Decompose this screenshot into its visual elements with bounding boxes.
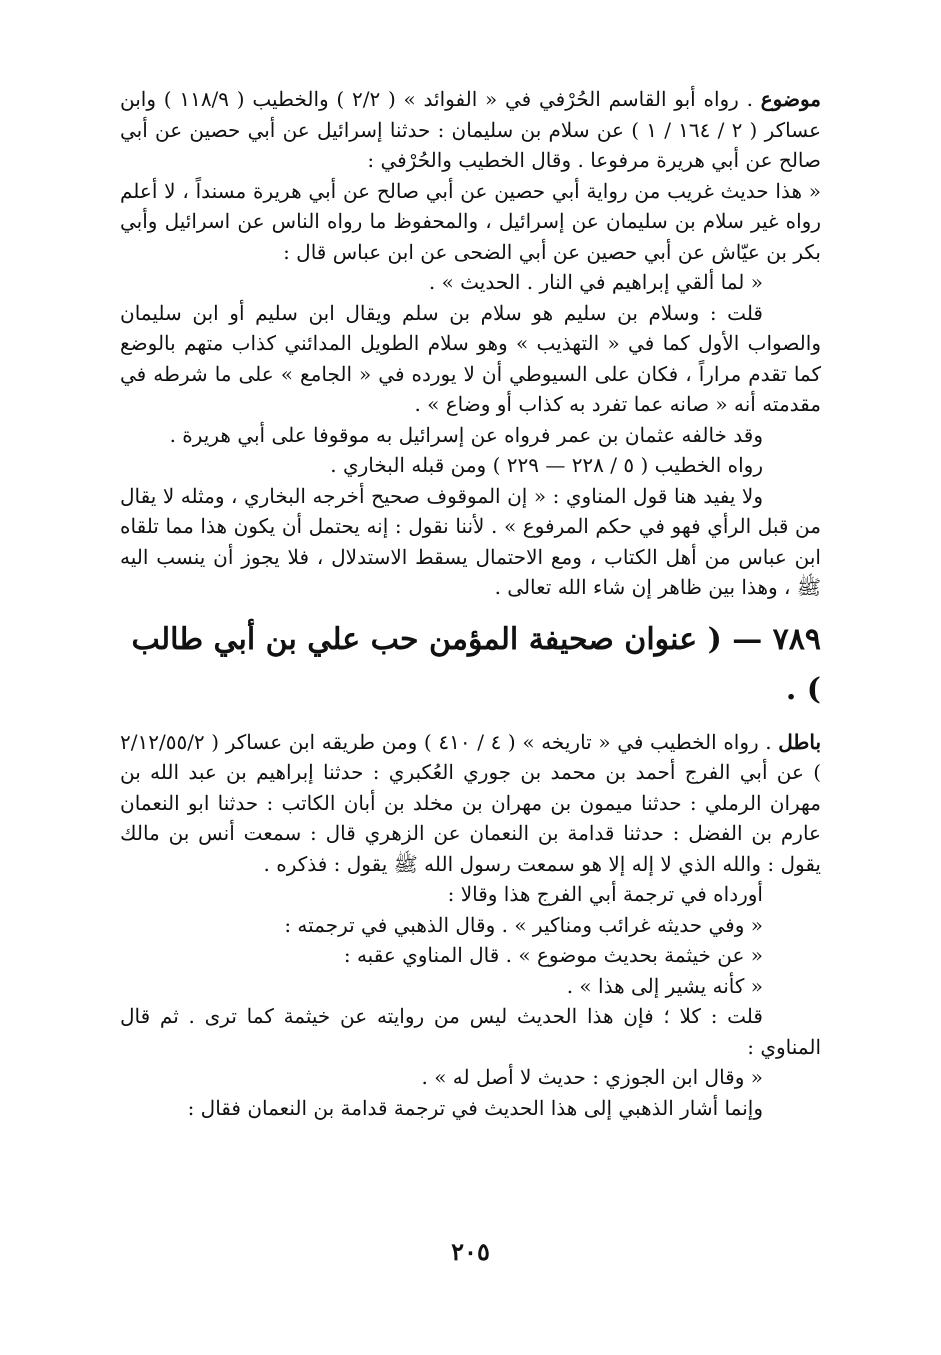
page-number: ٢٠٥	[451, 1237, 490, 1266]
entry-788-source: رواه الخطيب ( ٥ / ٢٢٨ — ٢٢٩ ) ومن قبله البخاري .	[330, 453, 763, 477]
entry-789-line-7: « وقال ابن الجوزي : حديث لا أصل له » .	[421, 1065, 763, 1089]
entry-789-line-4: « عن خيثمة بحديث موضوع » . قال المناوي عقبه :	[343, 943, 763, 967]
entry-789-paragraph-1	[120, 727, 821, 880]
entry-788-note: وقد خالفه عثمان بن عمر فرواه عن إسرائيل به موقوفا على أبي هريرة .	[169, 422, 763, 447]
entry-788-paragraph-1	[120, 84, 821, 176]
entry-789-line-6: قلت : كلا ؛ فإن هذا الحديث ليس من روايته عن خيثمة كما ترى . ثم قال المناوي :	[120, 1004, 821, 1059]
entry-789-line-3: « وفي حديثه غرائب ومناكير » . وقال الذهبي في ترجمته :	[284, 912, 763, 937]
verdict-label: باطل	[778, 729, 822, 754]
paragraph-text: . رواه الخطيب في « تاريخه » ( ٤ / ٤١٠ ) ومن طريقه ابن عساكر ( ٢/١٢/٥٥/٢ ) عن أبي الفرج أحمد بن محمد بن جوري العُكبري : حدثنا إبراهيم بن عبد الله بن مهران الرملي : حدثنا ميمون بن مهران بن مخلد بن أبان الكاتب : حدثنا ابو النعمان عارم بن الفضل : حدثنا قدامة بن النعمان عن الزهري قال : سمعت أنس بن مالك يقول : والله الذي لا إله إلا هو سمعت رسول الله ﷺ يقول : فذكره .	[120, 729, 821, 876]
entry-789-line-8: وإنما أشار الذهبي إلى هذا الحديث في ترجمة قدامة بن النعمان فقال :	[187, 1095, 763, 1120]
entry-788-hadith-text: « لما ألقي إبراهيم في النار . الحديث » .	[428, 270, 763, 294]
entry-788-conclusion: ولا يفيد هنا قول المناوي : « إن الموقوف صحيح أخرجه البخاري ، ومثله لا يقال من قبل الرأي فهو في حكم المرفوع » . لأننا نقول : إنه يحتمل أن يكون هذا مما تلقاه ابن عباس من أهل الكتاب ، ومع الاحتمال يسقط الاستدلال ، فلا يجوز أن ينسب اليه ﷺ ، وهذا بين ظاهر إن شاء الله تعالى .	[120, 483, 821, 599]
entry-789-line-2: أورداه في ترجمة أبي الفرج هذا وقالا :	[447, 882, 763, 906]
page-text	[120, 84, 821, 1123]
entry-788-comment: قلت : وسلام بن سليم هو سلام بن سلم ويقال ابن سليم أو ابن سليمان والصواب الأول كما في « التهذيب » وهو سلام الطويل المدائني كذاب متهم بالوضع كما تقدم مراراً ، فكان على السيوطي أن لا يورده في « الجامع » على ما شرطه في مقدمته أنه « صانه عما تفرد به كذاب أو وضاع » .	[120, 300, 821, 416]
entry-789-line-5: « كأنه يشير إلى هذا » .	[566, 973, 763, 998]
entry-788-quote: « هذا حديث غريب من رواية أبي حصين عن أبي صالح عن أبي هريرة مسنداً ، لا أعلم رواه غير سلام بن سليمان عن إسرائيل ، والمحفوظ ما رواه الناس عن اسرائيل وأبي بكر بن عيّاش عن أبي حصين عن أبي الضحى عن ابن عباس قال :	[120, 178, 821, 264]
paragraph-text: . رواه أبو القاسم الحُرْفي في « الفوائد » ( ٢/٢ ) والخطيب ( ١١٨/٩ ) وابن عساكر ( ٢ / ١٦٤ / ١ ) عن سلام بن سليمان : حدثنا إسرائيل عن أبي حصين عن أبي صالح عن أبي هريرة مرفوعا . وقال الخطيب والحُرْفي :	[120, 87, 822, 172]
entry-789-heading: ٧٨٩ — ( عنوان صحيفة المؤمن حب علي بن أبي طالب ) .	[131, 621, 821, 707]
verdict-label: موضوع	[760, 87, 821, 111]
